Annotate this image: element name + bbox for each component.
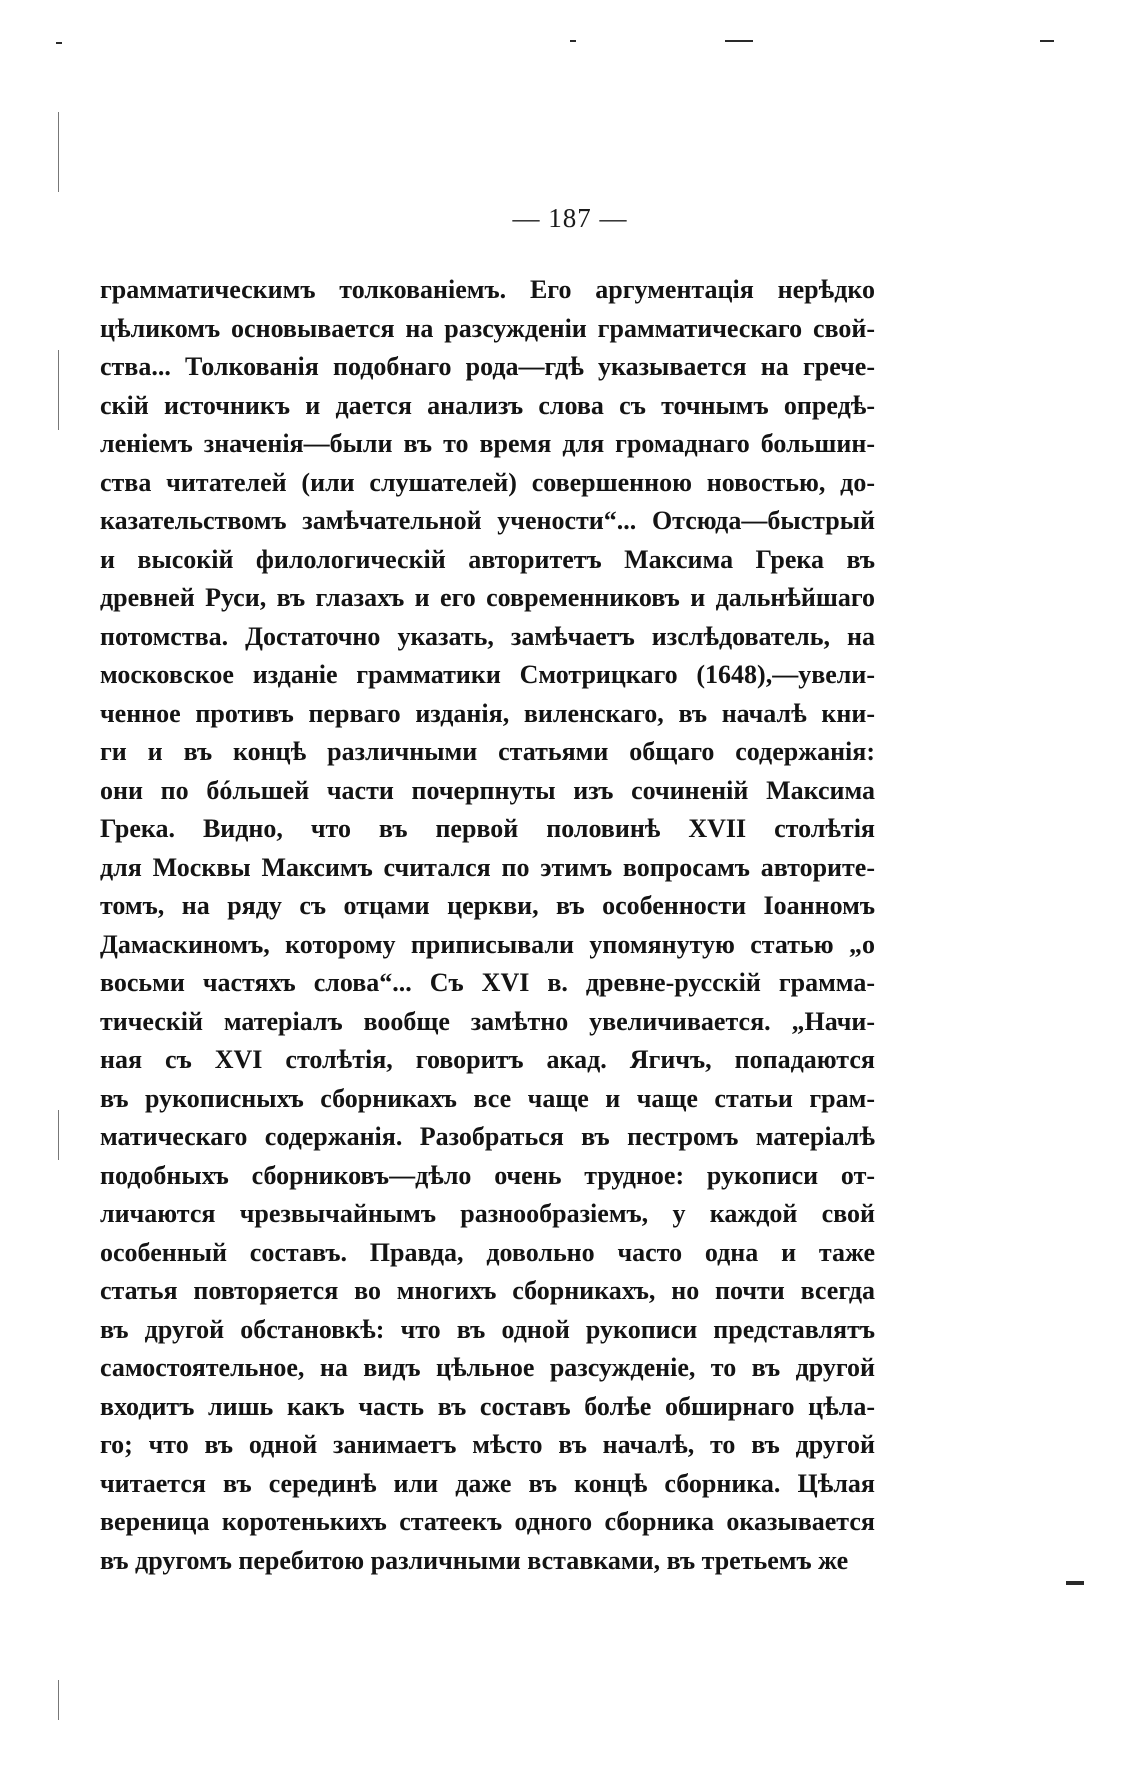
- scan-edge-left-3: [58, 1110, 59, 1160]
- text-line: скій источникъ и дается анализъ слова съ точнымъ опредѣ-: [100, 390, 875, 420]
- text-line: Дамаскиномъ, которому приписывали упомянутую статью „о: [100, 929, 875, 959]
- text-line: читается въ серединѣ или даже въ концѣ сборника. Цѣлая: [100, 1468, 875, 1498]
- text-line: восьми частяхъ слова“... Съ XVI в. древне-русскій грамма-: [100, 968, 875, 997]
- scan-edge-left-2: [58, 350, 59, 430]
- text-line: ная съ XVI столѣтія, говоритъ акад. Ягичъ, попадаются: [100, 1045, 875, 1074]
- text-line: томъ, на ряду съ отцами церкви, въ особенности Іоанномъ: [100, 891, 875, 920]
- text-line: ченное противъ перваго изданія, виленскаго, въ началѣ кни-: [100, 698, 875, 728]
- text-line: Грека. Видно, что въ первой половинѣ XVII столѣтія: [100, 814, 875, 843]
- text-line: подобныхъ сборниковъ—дѣло очень трудное: рукописи от-: [100, 1160, 875, 1190]
- page-number: — 187 —: [512, 203, 628, 233]
- text-line: казательствомъ замѣчательной учености“... Отсюда—быстрый: [100, 506, 875, 535]
- text-line: древней Руси, въ глазахъ и его современниковъ и дальнѣйшаго: [100, 583, 875, 612]
- text-line: матическаго содержанія. Разобраться въ пестромъ матеріалѣ: [100, 1122, 875, 1151]
- text-line: грамматическимъ толкованіемъ. Его аргументація нерѣдко: [100, 275, 875, 304]
- scan-mark-top-right: [1040, 40, 1054, 42]
- scan-mark-right: [1066, 1581, 1084, 1585]
- text-line: ства... Толкованія подобнаго рода—гдѣ указывается на грече-: [100, 352, 875, 381]
- text-line: ства читателей (или слушателей) совершенною новостью, до-: [100, 467, 875, 497]
- text-line: для Москвы Максимъ считался по этимъ вопросамъ авторите-: [100, 852, 875, 882]
- text-line: статья повторяется во многихъ сборникахъ, но почти всегда: [100, 1276, 875, 1305]
- text-line: вереница коротенькихъ статеекъ одного сборника оказывается: [100, 1507, 875, 1536]
- text-line: особенный составъ. Правда, довольно часто одна и таже: [100, 1237, 875, 1267]
- text-line: ги и въ концѣ различными статьями общаго содержанія:: [100, 737, 875, 766]
- text-line: самостоятельное, на видъ цѣльное разсужденіе, то въ другой: [100, 1353, 875, 1382]
- text-line: и высокій филологическій авторитетъ Максима Грека въ: [100, 544, 875, 574]
- text-line: входитъ лишь какъ часть въ составъ болѣе обширнаго цѣла-: [100, 1391, 875, 1421]
- scan-mark-top-center: [570, 40, 576, 42]
- scan-edge-left-1: [58, 112, 59, 192]
- text-line: въ рукописныхъ сборникахъ все чаще и чаще статьи грам-: [100, 1083, 875, 1113]
- text-line: въ другомъ перебитою различными вставками, въ третьемъ же: [100, 1545, 849, 1575]
- scan-mark-top-center-2: [725, 40, 753, 42]
- scan-mark-top-left: [56, 42, 62, 44]
- text-line: потомства. Достаточно указать, замѣчаетъ изслѣдователь, на: [100, 621, 875, 651]
- text-line: они по бóльшей части почерпнуты изъ сочиненій Максима: [100, 775, 875, 805]
- text-line: московское изданіе грамматики Смотрицкаго (1648),—увели-: [100, 660, 875, 689]
- text-line: въ другой обстановкѣ: что въ одной рукописи представлятъ: [100, 1314, 875, 1344]
- text-line: тическій матеріалъ вообще замѣтно увеличивается. „Начи-: [100, 1006, 875, 1036]
- text-line: цѣликомъ основывается на разсужденіи грамматическаго свой-: [100, 313, 875, 343]
- text-line: леніемъ значенія—были въ то время для громаднаго большин-: [100, 429, 875, 458]
- body-text: [100, 271, 875, 1580]
- scan-edge-left-4: [58, 1680, 59, 1720]
- text-line: личаются чрезвычайнымъ разнообразіемъ, у каждой свой: [100, 1199, 875, 1228]
- text-line: го; что въ одной занимаетъ мѣсто въ началѣ, то въ другой: [100, 1430, 875, 1459]
